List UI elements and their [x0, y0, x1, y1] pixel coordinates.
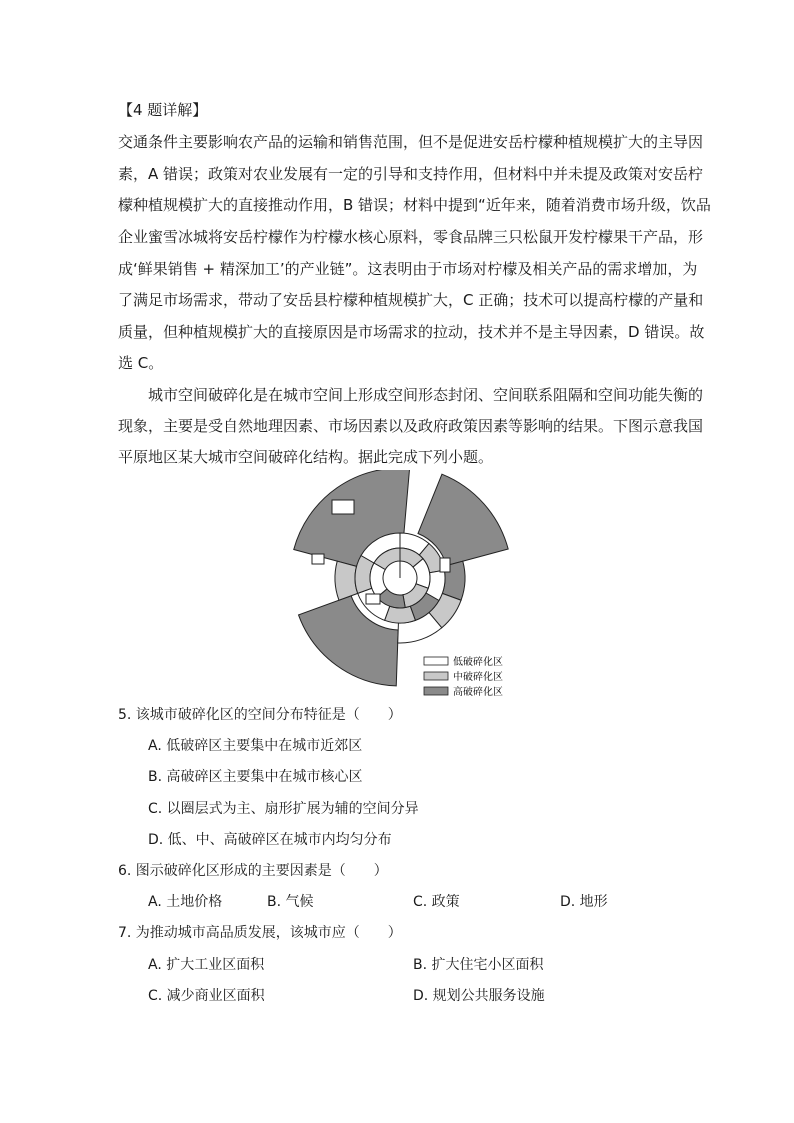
question-7-option-b: B. 扩大住宅小区面积	[413, 957, 544, 973]
question-5-option-a: A. 低破碎区主要集中在城市近郊区	[148, 738, 363, 754]
question-6-option-b: B. 气候	[267, 894, 314, 910]
explanation-line: 交通条件主要影响农产品的运输和销售范围，但不是促进安岳柠檬种植规模扩大的主导因	[118, 133, 704, 151]
question-7-option-c: C. 减少商业区面积	[148, 988, 265, 1004]
legend-label-high: 高破碎化区	[453, 687, 503, 698]
explanation-line: 素，A 错误；政策对农业发展有一定的引导和支持作用，但材料中并未提及政策对安岳柠	[118, 165, 704, 183]
question-7-option-a: A. 扩大工业区面积	[148, 957, 265, 973]
explanation-line: 选 C。	[118, 354, 164, 372]
legend-label-mid: 中破碎化区	[453, 672, 503, 683]
question-7-option-d: D. 规划公共服务设施	[413, 988, 545, 1004]
question-6-stem: 6. 图示破碎化区形成的主要因素是（ ）	[118, 863, 388, 879]
question-5-stem: 5. 该城市破碎化区的空间分布特征是（ ）	[118, 707, 402, 723]
legend-swatch-high	[424, 687, 448, 695]
legend-swatch-low	[424, 657, 448, 665]
low-fragmentation-block	[332, 500, 354, 514]
legend	[424, 655, 503, 698]
explanation-line: 檬种植规模扩大的直接推动作用，B 错误；材料中提到“近年来，随着消费市场升级，饮品	[118, 196, 711, 214]
low-fragmentation-block	[312, 554, 324, 564]
intro-line: 现象，主要是受自然地理因素、市场因素以及政府政策因素等影响的结果。下图示意我国	[118, 417, 704, 435]
intro-line: 平原地区某大城市空间破碎化结构。据此完成下列小题。	[118, 448, 494, 466]
question-5-option-d: D. 低、中、高破碎区在城市内均匀分布	[148, 832, 392, 848]
answer-heading-4: 【4 题详解】	[118, 101, 208, 119]
question-5-option-c: C. 以圈层式为主、扇形扩展为辅的空间分异	[148, 801, 419, 817]
question-6-option-c: C. 政策	[413, 894, 460, 910]
explanation-line: 成‘鲜果销售 + 精深加工’的产业链”。这表明由于市场对柠檬及相关产品的需求增加，为	[118, 260, 698, 278]
question-5-option-b: B. 高破碎区主要集中在城市核心区	[148, 769, 363, 785]
outer-ring-sector	[335, 561, 358, 600]
explanation-line: 了满足市场需求，带动了安岳县柠檬种植规模扩大，C 正确；技术可以提高柠檬的产量和	[118, 291, 704, 309]
low-fragmentation-block	[366, 594, 380, 604]
fragmentation-diagram	[290, 470, 520, 702]
low-fragmentation-block	[440, 558, 450, 572]
question-6-option-a: A. 土地价格	[148, 894, 223, 910]
legend-label-low: 低破碎化区	[453, 657, 503, 668]
question-6-option-d: D. 地形	[560, 894, 608, 910]
legend-swatch-mid	[424, 672, 448, 680]
explanation-line: 质量，但种植规模扩大的直接原因是市场需求的拉动，技术并不是主导因素，D 错误。故	[118, 323, 705, 341]
question-7-stem: 7. 为推动城市高品质发展，该城市应（ ）	[118, 925, 402, 941]
intro-line: 城市空间破碎化是在城市空间上形成空间形态封闭、空间联系阻隔和空间功能失衡的	[148, 386, 704, 404]
explanation-line: 企业蜜雪冰城将安岳柠檬作为柠檬水核心原料，零食品牌三只松鼠开发柠檬果干产品，形	[118, 228, 704, 246]
